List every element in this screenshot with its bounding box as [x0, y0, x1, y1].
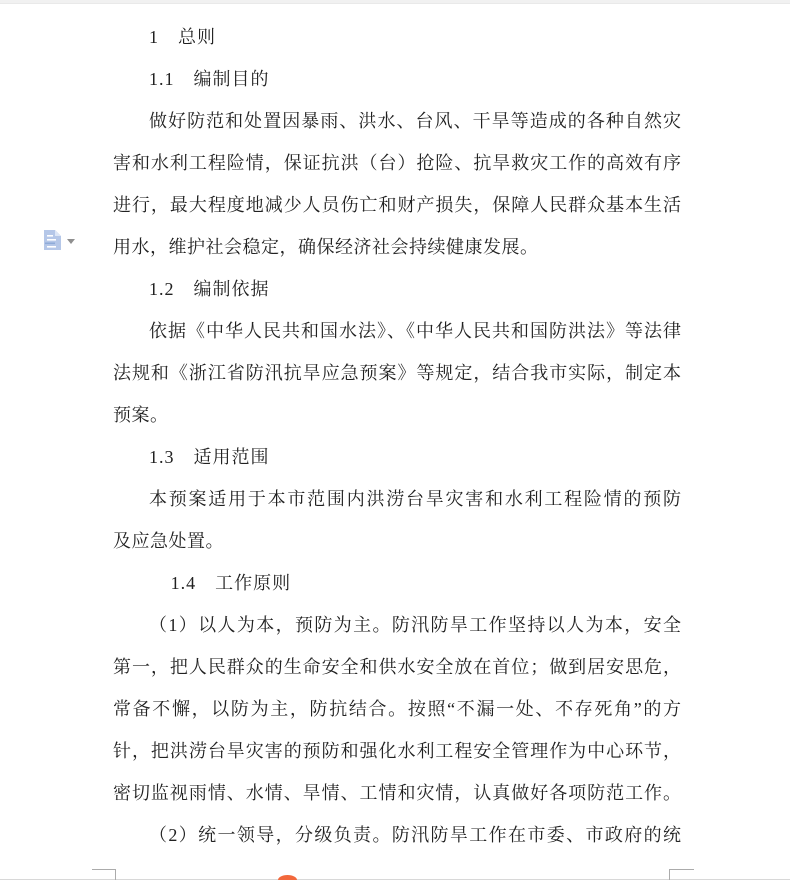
text-line: （1）以人为本，预防为主。防汛防旱工作坚持以人为本，安全: [149, 615, 681, 635]
section-heading: 1.4 工作原则: [170, 573, 292, 593]
text-line: 针，把洪涝台旱灾害的预防和强化水利工程安全管理作为中心环节，: [113, 741, 681, 761]
next-page-image-fragment: [278, 875, 297, 880]
section-heading: 1 总则: [149, 27, 216, 47]
document-text[interactable]: [113, 16, 681, 856]
window-top-edge: [0, 0, 790, 4]
margin-options-button[interactable]: [44, 228, 78, 252]
chevron-down-icon: [67, 239, 75, 244]
text-line: 进行，最大程度地减少人员伤亡和财产损失，保障人民群众基本生活: [113, 195, 681, 215]
text-line: 用水，维护社会稳定，确保经济社会持续健康发展。: [113, 237, 539, 257]
text-line: 法规和《浙江省防汛抗旱应急预案》等规定，结合我市实际，制定本: [113, 363, 681, 383]
text-line: （2）统一领导，分级负责。防汛防旱工作在市委、市政府的统: [149, 825, 681, 845]
text-line: 密切监视雨情、水情、旱情、工情和灾情，认真做好各项防范工作。: [113, 783, 681, 803]
text-line: 害和水利工程险情，保证抗洪（台）抢险、抗旱救灾工作的高效有序: [113, 153, 681, 173]
text-line: 依据《中华人民共和国水法》、《中华人民共和国防洪法》等法律: [149, 321, 681, 341]
text-line: 预案。: [113, 405, 169, 425]
section-heading: 1.2 编制依据: [149, 279, 270, 299]
section-heading: 1.1 编制目的: [149, 69, 270, 89]
text-line: 本预案适用于本市范围内洪涝台旱灾害和水利工程险情的预防: [149, 489, 681, 509]
section-heading: 1.3 适用范围: [149, 447, 270, 467]
text-line: 及应急处置。: [113, 531, 224, 551]
document-options-icon: [44, 230, 61, 250]
text-line: 做好防范和处置因暴雨、洪水、台风、干旱等造成的各种自然灾: [149, 111, 681, 131]
text-boundary-mark-left: [92, 869, 116, 880]
text-line: 第一，把人民群众的生命安全和供水安全放在首位；做到居安思危，: [113, 657, 681, 677]
text-boundary-mark-right: [669, 869, 694, 880]
text-line: 常备不懈，以防为主，防抗结合。按照“不漏一处、不存死角”的方: [113, 699, 681, 719]
